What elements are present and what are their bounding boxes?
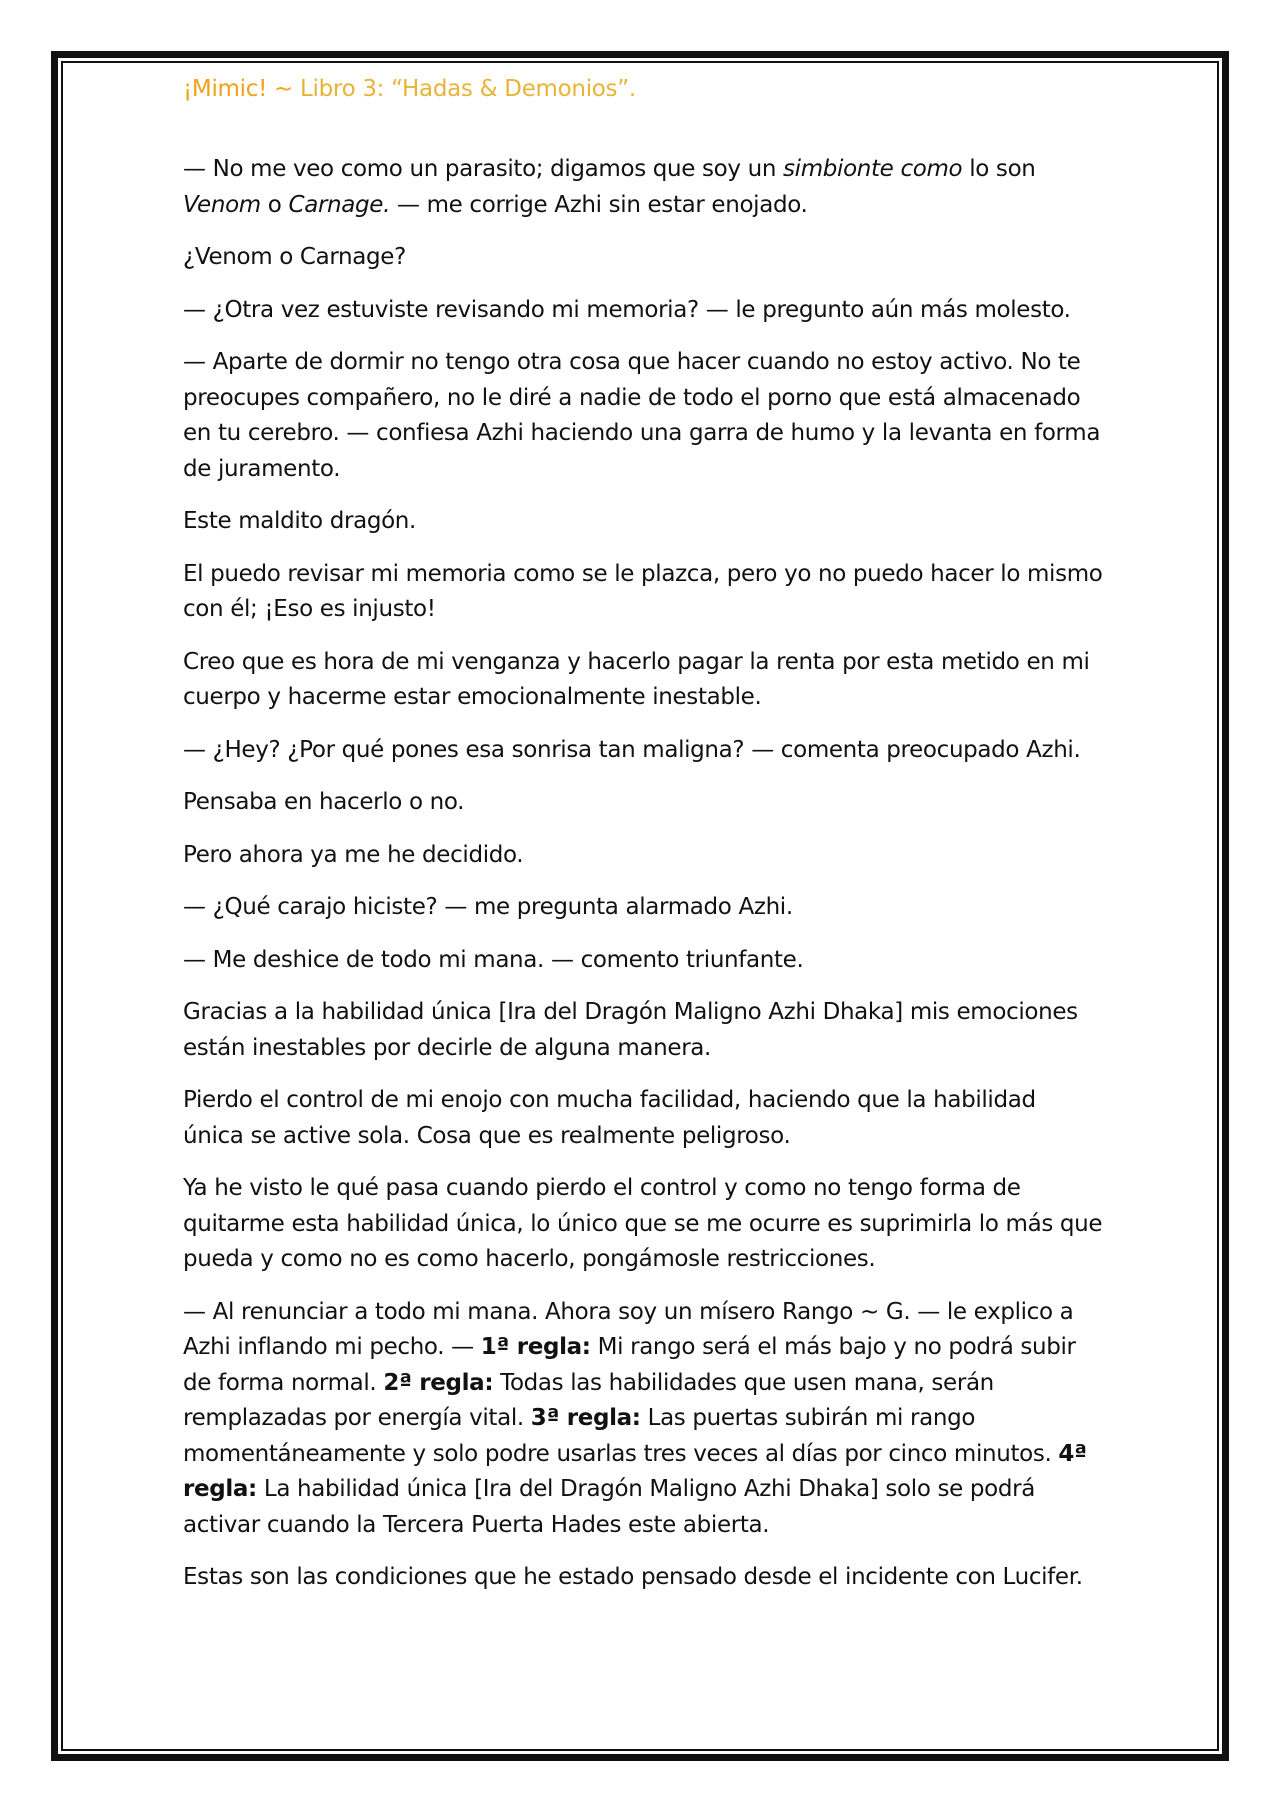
- paragraph: Gracias a la habilidad única [Ira del Dragón Maligno Azhi Dhaka] mis emociones están inestables por decirle de alguna manera.: [183, 999, 1078, 1061]
- text-run: Las puertas subirán mi rango momentáneamente y solo podre usarlas tres veces al días por cinco minutos.: [183, 1405, 1059, 1467]
- paragraph: El puedo revisar mi memoria como se le plazca, pero yo no puedo hacer lo mismo con él; ¡Eso es injusto!: [183, 560, 1103, 622]
- paragraph: Ya he visto le qué pasa cuando pierdo el control y como no tengo forma de quitarme esta habilidad única, lo único que se me ocurre es suprimirla lo más que pueda y como no es como hacerlo, pongámosle restricciones.: [183, 1175, 1103, 1272]
- paragraph: ¿Venom o Carnage?: [183, 244, 406, 270]
- paragraph: Creo que es hora de mi venganza y hacerlo pagar la renta por esta metido en mi cuerpo y hacerme estar emocionalmente inestable.: [183, 648, 1090, 710]
- text-run: lo son: [962, 156, 1036, 182]
- paragraph: — ¿Qué carajo hiciste? — me pregunta alarmado Azhi.: [183, 894, 793, 920]
- paragraph: Pierdo el control de mi enojo con mucha facilidad, haciendo que la habilidad única se active sola. Cosa que es realmente peligroso.: [183, 1087, 1036, 1149]
- text-run: — No me veo como un parasito; digamos que soy un: [183, 156, 784, 182]
- italic-text: simbionte como: [783, 156, 963, 182]
- text-run: Mi rango será el más bajo y no podrá subir de forma normal.: [183, 1334, 1076, 1396]
- paragraph: — Me deshice de todo mi mana. — comento triunfante.: [183, 946, 804, 973]
- book-title: Libro 3: “Hadas & Demonios”.: [300, 76, 636, 102]
- text-run: o: [260, 191, 289, 218]
- rule-label: 3ª regla:: [530, 1405, 641, 1431]
- running-header: [183, 76, 636, 102]
- text-run: Todas las habilidades que usen mana, serán remplazadas por energía vital.: [183, 1369, 994, 1431]
- series-title: ¡Mimic! ~: [183, 76, 301, 102]
- rule-label: 2ª regla:: [383, 1369, 494, 1396]
- paragraph: Este maldito dragón.: [183, 508, 416, 534]
- text-run: La habilidad única [Ira del Dragón Maligno Azhi Dhaka] solo se podrá activar cuando la Tercera Puerta Hades este abierta.: [183, 1476, 1035, 1538]
- text-run: — Al renunciar a todo mi mana. Ahora soy un mísero Rango ~ G. — le explico a Azhi inflando mi pecho. —: [183, 1298, 1074, 1360]
- italic-text: Venom: [183, 191, 261, 218]
- paragraph: — Aparte de dormir no tengo otra cosa que hacer cuando no estoy activo. No te preocupes compañero, no le diré a nadie de todo el porno que está almacenado en tu cerebro. — confiesa Azhi haciendo una garra de humo y la levanta en forma de juramento.: [183, 349, 1101, 482]
- paragraph: [183, 152, 1103, 223]
- paragraph: — ¿Otra vez estuviste revisando mi memoria? — le pregunto aún más molesto.: [183, 296, 1071, 323]
- paragraph: Estas son las condiciones que he estado pensado desde el incidente con Lucifer.: [183, 1564, 1083, 1590]
- paragraph: — ¿Hey? ¿Por qué pones esa sonrisa tan maligna? — comenta preocupado Azhi.: [183, 736, 1081, 763]
- body-text: [183, 152, 1103, 1613]
- paragraph: [183, 1295, 1103, 1544]
- text-run: — me corrige Azhi sin estar enojado.: [390, 191, 808, 218]
- rule-label: 4ª regla:: [183, 1440, 1087, 1502]
- italic-text: Carnage.: [288, 191, 391, 218]
- paragraph: Pero ahora ya me he decidido.: [183, 841, 524, 868]
- paragraph: Pensaba en hacerlo o no.: [183, 789, 465, 815]
- rule-label: 1ª regla:: [480, 1334, 591, 1360]
